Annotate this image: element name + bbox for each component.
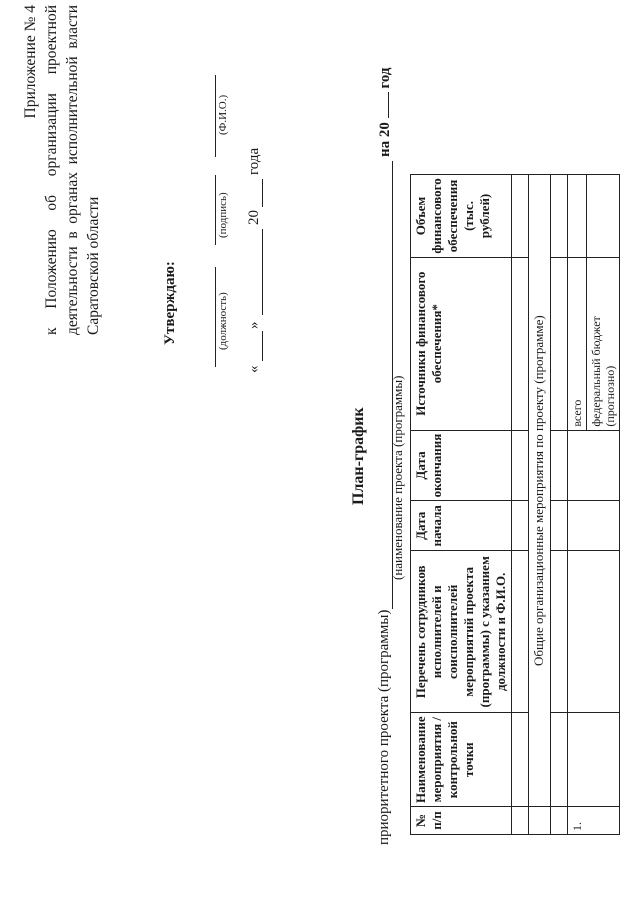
year-field — [376, 68, 394, 158]
table-cell — [512, 807, 529, 835]
date-month-line — [262, 229, 263, 315]
table-cell — [512, 257, 529, 430]
table-cell — [551, 257, 568, 430]
table-cell — [568, 430, 620, 501]
source-total: всего — [568, 257, 587, 430]
table-cell — [512, 713, 529, 807]
table-cell — [551, 713, 568, 807]
table-cell — [551, 430, 568, 501]
date-day-line — [262, 331, 263, 361]
position-caption: (должность) — [217, 292, 229, 350]
appendix-number: Приложение № 4 — [22, 5, 39, 119]
header-executors: Перечень сотрудников исполнителей и соисполнителей мероприятий проекта (программы) с указанием должности и Ф.И.О. — [411, 551, 512, 713]
table-cell — [568, 501, 620, 551]
signature-line — [215, 175, 216, 245]
appendix-block — [20, 5, 104, 335]
year-blank — [376, 92, 389, 118]
header-number: № п/п — [411, 807, 512, 835]
header-sources: Источники финансового обеспечения* — [411, 257, 512, 430]
source-federal: федеральный бюджет (прогнозно) — [587, 257, 620, 430]
table-cell — [551, 551, 568, 713]
date-open-quote: « — [246, 365, 262, 373]
plan-table — [410, 174, 620, 835]
document-title: План-график — [350, 407, 367, 505]
table-cell — [551, 175, 568, 257]
header-row — [411, 175, 512, 835]
year-suffix: год — [377, 67, 393, 89]
name-line — [215, 75, 216, 157]
appendix-reference: к Положению об организации проектной деятельности в органах исполнительной власти Саратовской области — [43, 5, 102, 335]
table-cell — [512, 175, 529, 257]
approve-title: Утверждаю: — [162, 261, 178, 345]
table-cell — [551, 807, 568, 835]
row-number: 1. — [568, 807, 620, 835]
table-cell — [529, 807, 551, 835]
header-activity: Наименование мероприятия / контрольной точки — [411, 713, 512, 807]
date-year-prefix: 20 — [246, 210, 262, 225]
header-end-date: Дата окончания — [411, 430, 512, 501]
section-row — [529, 175, 551, 835]
table-cell — [568, 175, 587, 257]
table-cell — [587, 175, 620, 257]
position-line — [215, 267, 216, 367]
spacer-row — [512, 175, 529, 835]
date-close-quote: » — [246, 321, 262, 329]
date-suffix: года — [246, 147, 262, 175]
table-cell — [512, 501, 529, 551]
table-row — [568, 175, 587, 835]
date-year-line — [262, 179, 263, 207]
table-cell — [551, 501, 568, 551]
year-prefix: на 20 — [377, 122, 393, 157]
project-label: приоритетного проекта (программы) — [376, 609, 392, 845]
name-caption: (Ф.И.О.) — [217, 94, 229, 135]
header-amount: Объем финансового обеспечения (тыс. рублей) — [411, 175, 512, 257]
spacer-row — [551, 175, 568, 835]
header-start-date: Дата начала — [411, 501, 512, 551]
table-cell — [512, 430, 529, 501]
table-cell — [568, 551, 620, 713]
section-title: Общие организационные мероприятия по проекту (программе) — [529, 175, 551, 807]
project-caption: (наименование проекта (программы) — [390, 375, 405, 580]
table-cell — [512, 551, 529, 713]
table-cell — [568, 713, 620, 807]
signature-caption: (подпись) — [217, 192, 229, 238]
